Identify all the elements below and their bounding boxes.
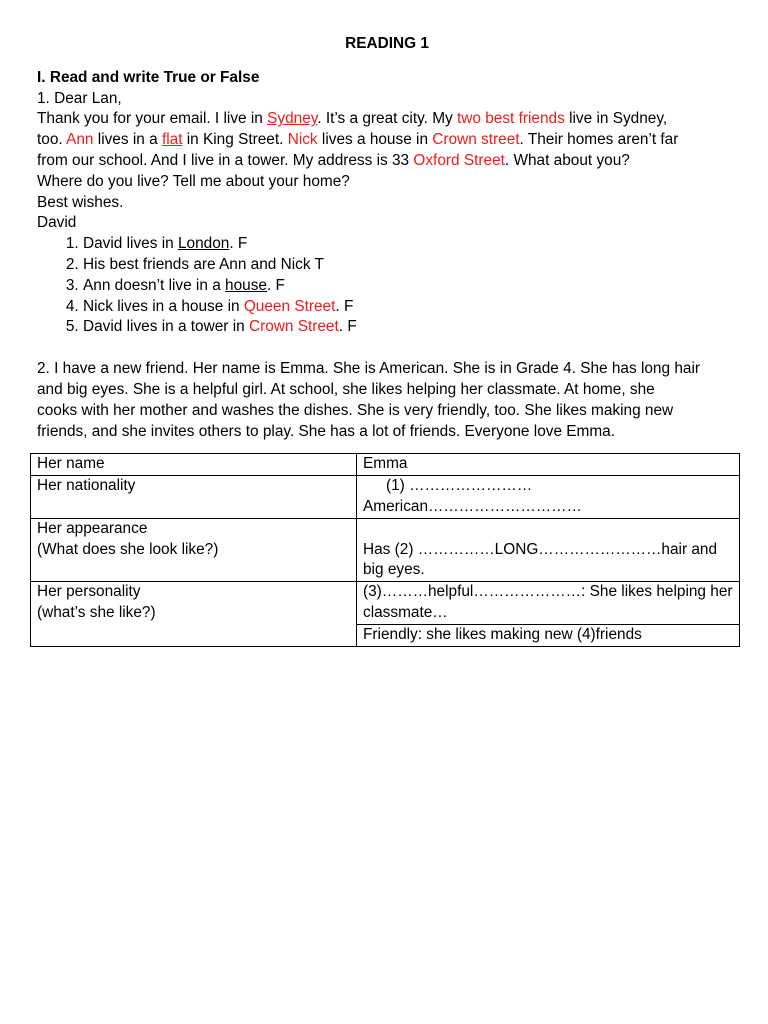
text-run: Where do you live? Tell me about your home? <box>37 172 350 190</box>
section2-paragraph <box>37 359 737 442</box>
underlined-word: house <box>225 276 267 294</box>
text-run: Ann doesn’t live in a <box>83 276 226 294</box>
question-item <box>83 297 737 318</box>
name-value-cell: Emma <box>357 454 740 476</box>
text-run: David lives in a tower in <box>83 318 249 336</box>
letter-body <box>37 109 737 192</box>
text-run: too. <box>37 131 67 149</box>
nationality-answer: (1) ……………………American………………………… <box>363 477 582 515</box>
personality-sub: (what’s she like?) <box>37 603 156 621</box>
appearance-sub: (What does she look like?) <box>37 540 219 558</box>
nationality-value-cell <box>357 476 740 519</box>
highlighted-word: two best friends <box>457 110 565 128</box>
paragraph-line: 2. I have a new friend. Her name is Emma. She is American. She is in Grade 4. She has long hair <box>37 360 700 378</box>
text-run: lives in a <box>93 131 162 149</box>
question-item <box>83 234 737 255</box>
highlighted-word: Sydney <box>267 110 318 128</box>
highlighted-word: flat <box>161 131 183 149</box>
paragraph-line: cooks with her mother and washes the dishes. She is very friendly, too. She likes making new <box>37 401 674 419</box>
text-run: from our school. And I live in a tower. My address is 33 <box>37 151 414 169</box>
appearance-answer: Has (2) ……………LONG……………………hair and big eyes. <box>363 540 718 579</box>
text-run: . F <box>335 297 354 315</box>
text-run: lives a house in <box>317 131 433 149</box>
text-run: . F <box>266 276 285 294</box>
text-run: . F <box>229 235 248 253</box>
appearance-label: Her appearance <box>37 519 148 537</box>
text-run: Thank you for your email. I live in <box>37 110 268 128</box>
letter-line <box>37 151 737 172</box>
emma-info-table <box>30 453 740 646</box>
text-run: in King Street. <box>182 131 288 149</box>
table-row <box>31 476 740 519</box>
text-run: . Their homes aren’t far <box>519 131 679 149</box>
personality-label: Her personality <box>37 583 141 601</box>
highlighted-word: Nick <box>287 131 318 149</box>
highlighted-word: Ann <box>66 131 94 149</box>
highlighted-word: Crown street <box>432 131 520 149</box>
page-title: READING 1 <box>345 35 429 52</box>
highlighted-word: Oxford Street <box>413 151 505 169</box>
appearance-value-cell <box>357 518 740 581</box>
text-run: . F <box>338 318 357 336</box>
appearance-label-cell <box>31 518 357 581</box>
underlined-word: London <box>177 235 230 253</box>
personality-label-cell <box>31 582 357 646</box>
table-row <box>31 518 740 581</box>
letter-line <box>37 109 737 130</box>
question-item <box>83 255 737 276</box>
letter-line <box>37 130 737 151</box>
text-run: . What about you? <box>504 151 630 169</box>
letter-line <box>37 172 737 193</box>
section1-heading: I. Read and write True or False <box>37 68 260 86</box>
text-run: His best friends are Ann and Nick T <box>83 255 324 273</box>
text-run: Nick lives in a house in <box>83 297 244 315</box>
paragraph-line: friends, and she invites others to play. She has a lot of friends. Everyone love Emma. <box>37 422 616 440</box>
paragraph-line: and big eyes. She is a helpful girl. At school, she likes helping her classmate. At home, she <box>37 380 655 398</box>
question-item <box>83 317 737 338</box>
nationality-label-cell: Her nationality <box>31 476 357 519</box>
friendly-value-cell: Friendly: she likes making new (4)friends <box>357 624 740 646</box>
document-page <box>37 34 737 647</box>
letter-closing: Best wishes. <box>37 193 124 211</box>
letter-greeting: 1. Dear Lan, <box>37 89 122 107</box>
text-run: live in Sydney, <box>564 110 668 128</box>
text-run: David lives in <box>83 235 178 253</box>
table-row <box>31 454 740 476</box>
letter-signature: David <box>37 214 77 232</box>
question-item <box>83 276 737 297</box>
highlighted-word: Crown Street <box>248 318 339 336</box>
personality-value-cell: (3)………helpful…………………: She likes helping her classmate… <box>357 582 740 625</box>
highlighted-word: Queen Street <box>243 297 336 315</box>
table-row <box>31 582 740 625</box>
name-label-cell: Her name <box>31 454 357 476</box>
true-false-list <box>37 234 737 338</box>
text-run: . It’s a great city. My <box>317 110 458 128</box>
